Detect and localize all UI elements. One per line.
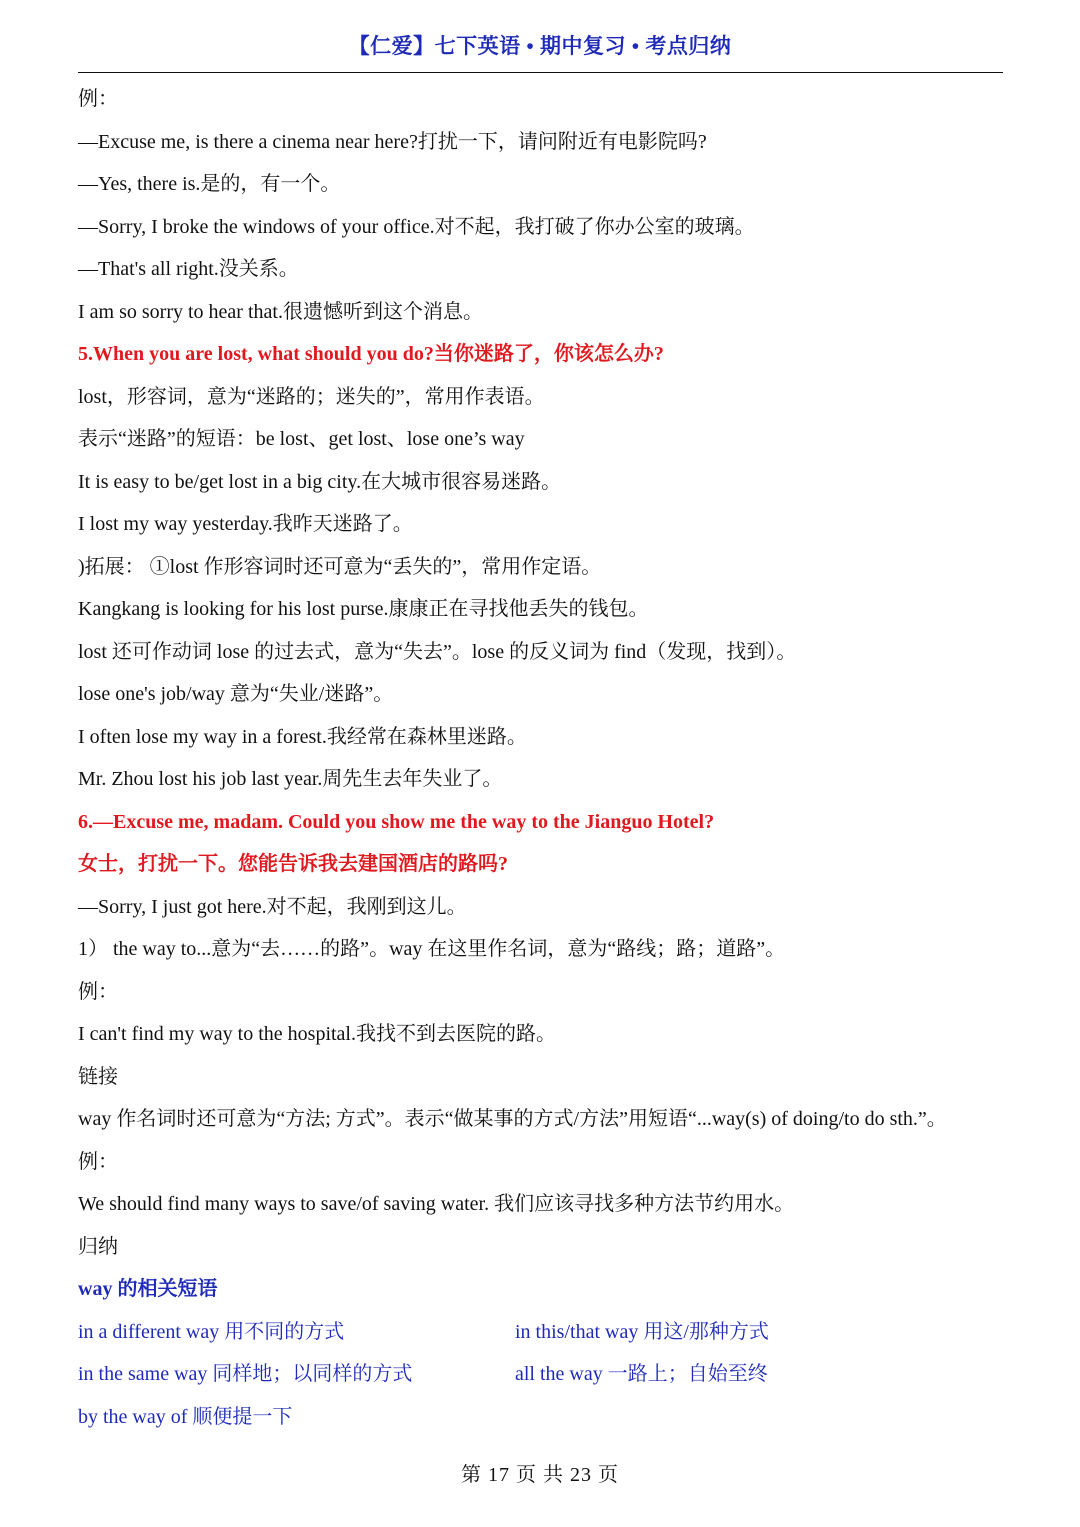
page-footer-number: 第 17 页 共 23 页 — [461, 1464, 619, 1486]
link-label: 链接 — [78, 1065, 118, 1088]
extension-note: )拓展： ①lost 作形容词时还可意为“丢失的”，常用作定语。 — [78, 555, 602, 578]
example-label: 例： — [78, 1150, 118, 1173]
example-label: 例： — [78, 88, 118, 110]
phrase-row — [78, 1396, 1003, 1439]
phrase-item: by the way of 顺便提一下 — [78, 1405, 293, 1428]
explanation-line: lost，形容词，意为“迷路的；迷失的”，常用作表语。 — [78, 385, 545, 408]
example-sentence: Mr. Zhou lost his job last year.周先生去年失业了。 — [78, 768, 503, 790]
example-label: 例： — [78, 980, 118, 1003]
phrase-item: in the same way 同样地；以同样的方式 — [78, 1363, 413, 1385]
example-sentence: We should find many ways to save/of saving water. 我们应该寻找多种方法节约用水。 — [78, 1193, 795, 1215]
phrase-item: in this/that way 用这/那种方式 — [515, 1320, 769, 1343]
phrase-row — [78, 1311, 1003, 1354]
explanation-line: 表示“迷路”的短语：be lost、get lost、lose one’s way — [78, 428, 525, 450]
dialog-line: —Excuse me, is there a cinema near here?打扰一下，请问附近有电影院吗? — [78, 130, 707, 153]
dialog-line: —Yes, there is.是的，有一个。 — [78, 173, 341, 195]
example-sentence: I am so sorry to hear that.很遗憾听到这个消息。 — [78, 300, 483, 323]
example-sentence: It is easy to be/get lost in a big city.在大城市很容易迷路。 — [78, 470, 562, 493]
example-sentence: Kangkang is looking for his lost purse.康康正在寻找他丢失的钱包。 — [78, 598, 649, 620]
explanation-line: 1） the way to...意为“去……的路”。way 在这里作名词，意为“路线；路；道路”。 — [78, 938, 786, 960]
explanation-line: way 作名词时还可意为“方法; 方式”。表示“做某事的方式/方法”用短语“...way(s) of doing/to do sth.”。 — [78, 1108, 947, 1130]
summary-label: 归纳 — [78, 1235, 118, 1258]
section-heading-6-translation: 女士，打扰一下。您能告诉我去建国酒店的路吗? — [78, 853, 508, 875]
phrases-heading: way 的相关短语 — [78, 1278, 218, 1300]
section-heading-6: 6.—Excuse me, madam. Could you show me the way to the Jianguo Hotel? — [78, 810, 715, 833]
phrase-item: in a different way 用不同的方式 — [78, 1320, 345, 1343]
document-body — [78, 78, 1003, 1438]
dialog-line: —Sorry, I just got here.对不起，我刚到这儿。 — [78, 895, 467, 918]
example-sentence: I lost my way yesterday.我昨天迷路了。 — [78, 513, 413, 535]
explanation-line: lose one's job/way 意为“失业/迷路”。 — [78, 683, 394, 705]
example-sentence: I often lose my way in a forest.我经常在森林里迷路。 — [78, 725, 527, 748]
dialog-line: —Sorry, I broke the windows of your office.对不起，我打破了你办公室的玻璃。 — [78, 215, 755, 238]
example-sentence: I can't find my way to the hospital.我找不到去医院的路。 — [78, 1023, 556, 1045]
page-header-title: 【仁爱】七下英语 • 期中复习 • 考点归纳 — [348, 34, 732, 58]
explanation-line: lost 还可作动词 lose 的过去式，意为“失去”。lose 的反义词为 find（发现，找到）。 — [78, 640, 797, 663]
phrase-row — [78, 1353, 1003, 1396]
dialog-line: —That's all right.没关系。 — [78, 258, 299, 280]
phrase-item: all the way 一路上；自始至终 — [515, 1363, 768, 1385]
section-heading-5: 5.When you are lost, what should you do?当你迷路了，你该怎么办? — [78, 343, 664, 365]
header-divider — [78, 72, 1003, 73]
